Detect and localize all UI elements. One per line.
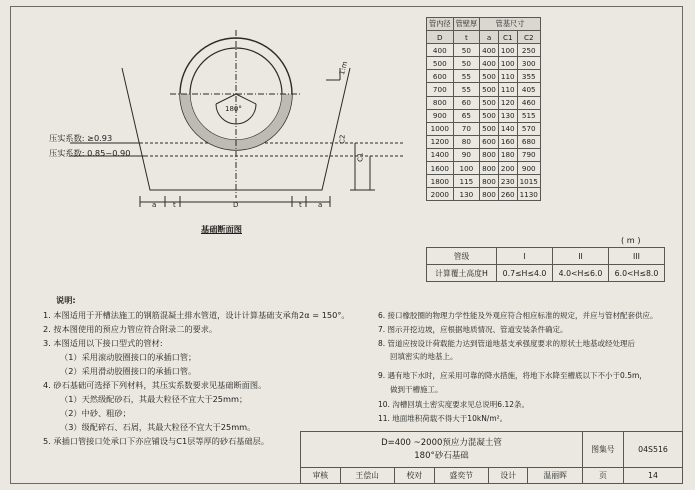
dimension-cell: 55 xyxy=(453,70,480,83)
dimension-row xyxy=(427,96,541,109)
dimension-cell: 230 xyxy=(498,175,517,188)
dimension-cell: 180 xyxy=(498,148,517,161)
checker-name: 盛奕节 xyxy=(434,468,488,484)
cover-value-3: 6.0<H≤8.0 xyxy=(609,265,665,282)
note-6: 6. 接口橡胶圈的物理力学性能及外观应符合相应标准的规定，并应与管材配套供应。 xyxy=(378,311,658,320)
dimension-cell: 700 xyxy=(427,83,454,96)
dim-t-left-label: t xyxy=(173,201,176,209)
note-9: 9. 遇有地下水时，应采用可靠的降水措施，将地下水降至槽底以下不小于0.5m， xyxy=(378,371,647,380)
note-1: 1. 本图适用于开槽法施工的钢筋混凝土排水管道，设计计算基础支承角2α = 150°。 xyxy=(43,310,350,320)
dimension-cell: 790 xyxy=(517,148,540,161)
dimension-cell: 55 xyxy=(453,83,480,96)
dim-a-left-label: a xyxy=(152,201,157,209)
note-8: 8. 管道应按设计荷载能力达到管道地基支承强度要求的原状土地基或经处理后 xyxy=(378,339,636,348)
foundation-section-drawing xyxy=(10,10,410,220)
dimension-cell: 405 xyxy=(517,83,540,96)
design-label: 设计 xyxy=(488,468,528,484)
dimension-cell: 50 xyxy=(453,57,480,70)
dimension-cell: 800 xyxy=(427,96,454,109)
dimension-cell: 65 xyxy=(453,109,480,122)
dimension-cell: 900 xyxy=(427,109,454,122)
dimension-cell: 500 xyxy=(480,122,499,135)
dimension-cell: 1200 xyxy=(427,135,454,148)
dimension-cell: 400 xyxy=(480,44,499,57)
dimension-cell: 680 xyxy=(517,135,540,148)
cover-header-label: 管级 xyxy=(427,248,497,265)
dimension-cell: 500 xyxy=(480,70,499,83)
dimension-row xyxy=(427,70,541,83)
dimension-cell: 100 xyxy=(498,57,517,70)
dimension-row xyxy=(427,162,541,175)
header-a: a xyxy=(480,31,499,44)
note-4-1: （1）天然级配砂石，其最大粒径不宜大于25mm； xyxy=(60,394,248,404)
dim-d-label: D xyxy=(233,201,239,209)
title-line-1: D=400 ~2000预应力混凝土管 xyxy=(381,437,502,448)
note-4: 4. 砂石基础可选择下列材料，其压实系数要求见基础断面图。 xyxy=(43,380,267,390)
dimension-cell: 800 xyxy=(480,188,499,201)
dimension-cell: 90 xyxy=(453,148,480,161)
figure-caption: 基础断面图 xyxy=(201,224,242,234)
title-line-2: 180°砂石基础 xyxy=(414,450,469,461)
subheader-d: D xyxy=(427,31,454,44)
note-3: 3. 本图适用以下接口型式的管材: xyxy=(43,338,163,348)
page-label: 页 xyxy=(583,468,624,484)
dimension-cell: 355 xyxy=(517,70,540,83)
dimension-row xyxy=(427,57,541,70)
slope-label: 1:m xyxy=(338,60,350,76)
note-9-cont: 做到干槽施工。 xyxy=(390,385,443,394)
dimension-cell: 1130 xyxy=(517,188,540,201)
note-11: 11. 地面堆积荷载不得大于10kN/m²。 xyxy=(378,414,508,423)
header-c2: C2 xyxy=(517,31,540,44)
dimension-cell: 60 xyxy=(453,96,480,109)
note-3-2: （2）采用滑动胶圈接口的承插口管。 xyxy=(60,366,197,376)
dimension-cell: 500 xyxy=(480,83,499,96)
dimension-row xyxy=(427,188,541,201)
dimension-row xyxy=(427,44,541,57)
dimension-cell: 1000 xyxy=(427,122,454,135)
dimension-cell: 500 xyxy=(480,109,499,122)
dimension-row xyxy=(427,83,541,96)
dimension-cell: 200 xyxy=(498,162,517,175)
compaction-label-upper: 压实系数: ≥0.93 xyxy=(49,133,113,143)
compaction-label-lower: 压实系数: 0.85~0.90 xyxy=(49,148,131,158)
header-base-dimensions: 管基尺寸 xyxy=(480,18,541,31)
dim-a-right-label: a xyxy=(318,201,323,209)
dimension-cell: 500 xyxy=(480,96,499,109)
atlas-label: 图集号 xyxy=(583,432,624,468)
note-3-1: （1）采用滚动胶圈接口的承插口管； xyxy=(60,352,197,362)
dimension-cell: 800 xyxy=(480,162,499,175)
designer-name: 温丽晖 xyxy=(528,468,583,484)
dim-t-right-label: t xyxy=(299,201,302,209)
note-7: 7. 图示开挖边坡，应根据地质情况、管道安装条件确定。 xyxy=(378,325,568,334)
dimension-row xyxy=(427,135,541,148)
dimension-cell: 110 xyxy=(498,83,517,96)
dimension-row xyxy=(427,175,541,188)
dim-c1-label: C1 xyxy=(356,152,365,162)
note-2: 2. 按本图使用的预应力管应符合附录二的要求。 xyxy=(43,324,218,334)
note-5: 5. 承插口管接口处承口下亦应铺设与C1层等厚的砂石基础层。 xyxy=(43,436,270,446)
dimension-cell: 300 xyxy=(517,57,540,70)
dimension-row xyxy=(427,122,541,135)
dimension-row xyxy=(427,109,541,122)
dimension-cell: 50 xyxy=(453,44,480,57)
note-4-2: （2）中砂、粗砂； xyxy=(60,408,131,418)
cover-table-unit: ( m ) xyxy=(621,235,641,245)
drawing-title xyxy=(301,432,583,468)
dimension-cell: 260 xyxy=(498,188,517,201)
notes-heading: 说明: xyxy=(56,295,76,305)
dimension-cell: 800 xyxy=(480,175,499,188)
level-3: III xyxy=(609,248,665,265)
dimension-cell: 2000 xyxy=(427,188,454,201)
dimension-cell: 70 xyxy=(453,122,480,135)
cover-value-2: 4.0<H≤6.0 xyxy=(553,265,609,282)
title-block xyxy=(300,431,683,484)
atlas-number: 04S516 xyxy=(624,432,683,468)
header-wall-thickness: 管壁厚 xyxy=(453,18,480,31)
dimension-cell: 100 xyxy=(498,44,517,57)
dimension-cell: 400 xyxy=(427,44,454,57)
check-label: 校对 xyxy=(394,468,434,484)
dimension-cell: 1400 xyxy=(427,148,454,161)
dimension-cell: 110 xyxy=(498,70,517,83)
dimension-cell: 250 xyxy=(517,44,540,57)
dimension-cell: 500 xyxy=(427,57,454,70)
dimension-cell: 460 xyxy=(517,96,540,109)
note-4-3: （3）级配碎石、石屑，其最大粒径不宜大于25mm。 xyxy=(60,422,256,432)
dimension-cell: 1800 xyxy=(427,175,454,188)
dimension-cell: 140 xyxy=(498,122,517,135)
dimension-cell: 160 xyxy=(498,135,517,148)
dimension-row xyxy=(427,148,541,161)
note-8-cont: 回填密实的地基上。 xyxy=(390,352,458,361)
dimension-cell: 600 xyxy=(480,135,499,148)
dimension-cell: 130 xyxy=(498,109,517,122)
note-10: 10. 沟槽回填土密实度要求见总说明6.12条。 xyxy=(378,400,530,409)
reviewer-name: 王偿山 xyxy=(340,468,394,484)
dimension-cell: 1600 xyxy=(427,162,454,175)
support-angle-label: 180° xyxy=(225,105,242,113)
header-inner-diameter: 管内径 xyxy=(427,18,454,31)
dimension-cell: 400 xyxy=(480,57,499,70)
dim-c2-label: C2 xyxy=(338,134,347,144)
dimension-cell: 570 xyxy=(517,122,540,135)
pipe-base-dimension-table xyxy=(426,17,541,201)
subheader-t: t xyxy=(453,31,480,44)
dimension-cell: 100 xyxy=(453,162,480,175)
cover-row-label: 计算覆土高度H xyxy=(427,265,497,282)
dimension-cell: 130 xyxy=(453,188,480,201)
header-c1: C1 xyxy=(498,31,517,44)
dimension-cell: 80 xyxy=(453,135,480,148)
dimension-cell: 120 xyxy=(498,96,517,109)
dimension-cell: 800 xyxy=(480,148,499,161)
level-2: II xyxy=(553,248,609,265)
dimension-cell: 1015 xyxy=(517,175,540,188)
dimension-cell: 115 xyxy=(453,175,480,188)
dimension-cell: 515 xyxy=(517,109,540,122)
cover-value-1: 0.7≤H≤4.0 xyxy=(497,265,553,282)
page-number: 14 xyxy=(624,468,683,484)
dimension-cell: 600 xyxy=(427,70,454,83)
dimension-cell: 900 xyxy=(517,162,540,175)
level-1: I xyxy=(497,248,553,265)
cover-height-table xyxy=(426,247,665,282)
review-label: 审核 xyxy=(301,468,341,484)
